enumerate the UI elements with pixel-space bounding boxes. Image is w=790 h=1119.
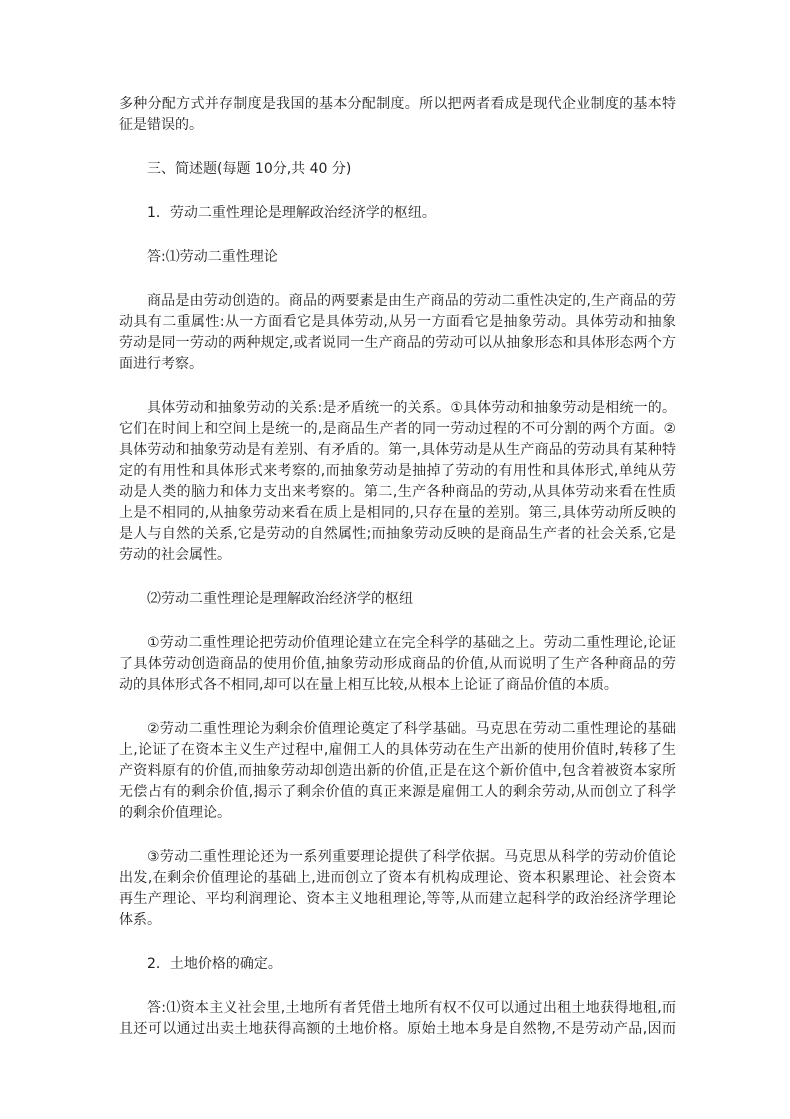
- document-body: [119, 94, 676, 1063]
- text-line: 了具体劳动创造商品的使用价值,抽象劳动形成商品的价值,从而说明了生产各种商品的劳: [119, 656, 676, 672]
- text-line: 再生产理论、平均利润理论、资本主义地租理论,等等,从而建立起科学的政治经济学理论: [119, 891, 676, 907]
- text-line: 劳动是同一劳动的两种规定,或者说同一生产商品的劳动可以从抽象形态和具体形态两个方: [119, 335, 676, 351]
- text-line: 2．土地价格的确定。: [147, 956, 282, 972]
- paragraph: [119, 247, 676, 268]
- text-line: 动具有二重属性:从一方面看它是具体劳动,从另一方面看它是抽象劳动。具体劳动和抽象: [119, 314, 676, 330]
- text-line: 且还可以通过出卖土地获得高额的土地价格。原始土地本身是自然物,不是劳动产品,因而: [119, 1021, 676, 1037]
- paragraph: [119, 633, 676, 696]
- text-line: 无偿占有的剩余价值,揭示了剩余价值的真正来源是雇佣工人的剩余劳动,从而创立了科学: [119, 784, 676, 800]
- paragraph: [119, 954, 676, 975]
- text-line: 答:⑴资本主义社会里,土地所有者凭借土地所有权不仅可以通过出租土地获得地租,而: [147, 1000, 676, 1016]
- text-line: 具体劳动和抽象劳动是有差别、有矛盾的。第一,具体劳动是从生产商品的劳动具有某种特: [119, 442, 676, 458]
- text-line: 上是不相同的,从抽象劳动来看在质上是相同的,只存在量的差别。第三,具体劳动所反映的: [119, 505, 676, 521]
- paragraph: [119, 847, 676, 931]
- text-line: 产资料原有的价值,而抽象劳动却创造出新的价值,正是在这个新价值中,包含着被资本家所: [119, 763, 676, 779]
- text-line: 1．劳动二重性理论是理解政治经济学的枢纽。: [147, 205, 436, 221]
- paragraph: [119, 94, 676, 136]
- paragraph: [119, 719, 676, 824]
- text-line: 劳动的社会属性。: [119, 547, 231, 563]
- text-line: ②劳动二重性理论为剩余价值理论奠定了科学基础。马克思在劳动二重性理论的基础: [147, 721, 676, 737]
- text-line: 答:⑴劳动二重性理论: [147, 249, 278, 265]
- text-line: 面进行考察。: [119, 356, 203, 372]
- text-line: 是人与自然的关系,它是劳动的自然属性;而抽象劳动反映的是商品生产者的社会关系,它是: [119, 526, 676, 542]
- text-line: ⑵劳动二重性理论是理解政治经济学的枢纽: [147, 591, 413, 607]
- paragraph: [119, 203, 676, 224]
- text-line: 体系。: [119, 912, 161, 928]
- text-line: 具体劳动和抽象劳动的关系:是矛盾统一的关系。①具体劳动和抽象劳动是相统一的。: [147, 400, 676, 416]
- text-line: 征是错误的。: [119, 117, 203, 133]
- text-line: 多种分配方式并存制度是我国的基本分配制度。所以把两者看成是现代企业制度的基本特: [119, 96, 676, 112]
- text-line: 定的有用性和具体形式来考察的,而抽象劳动是抽掉了劳动的有用性和具体形式,单纯从劳: [119, 463, 676, 479]
- paragraph: [119, 291, 676, 375]
- paragraph: [119, 159, 676, 180]
- text-line: 的剩余价值理论。: [119, 805, 231, 821]
- text-line: 商品是由劳动创造的。商品的两要素是由生产商品的劳动二重性决定的,生产商品的劳: [147, 293, 676, 309]
- text-line: 动的具体形式各不相同,却可以在量上相互比较,从根本上论证了商品价值的本质。: [119, 677, 618, 693]
- text-line: 动是人类的脑力和体力支出来考察的。第二,生产各种商品的劳动,从具体劳动来看在性质: [119, 484, 676, 500]
- paragraph: [119, 589, 676, 610]
- text-line: ①劳动二重性理论把劳动价值理论建立在完全科学的基础之上。劳动二重性理论,论证: [147, 635, 676, 651]
- text-line: 它们在时间上和空间上是统一的,是商品生产者的同一劳动过程的不可分割的两个方面。②: [119, 421, 676, 437]
- text-line: 上,论证了在资本主义生产过程中,雇佣工人的具体劳动在生产出新的使用价值时,转移了生: [119, 742, 676, 758]
- text-line: ③劳动二重性理论还为一系列重要理论提供了科学依据。马克思从科学的劳动价值论: [147, 849, 676, 865]
- text-line: 出发,在剩余价值理论的基础上,进而创立了资本有机构成理论、资本积累理论、社会资本: [119, 870, 676, 886]
- paragraph: [119, 398, 676, 566]
- paragraph: [119, 998, 676, 1040]
- text-line: 三、简述题(每题 10分,共 40 分): [147, 161, 352, 177]
